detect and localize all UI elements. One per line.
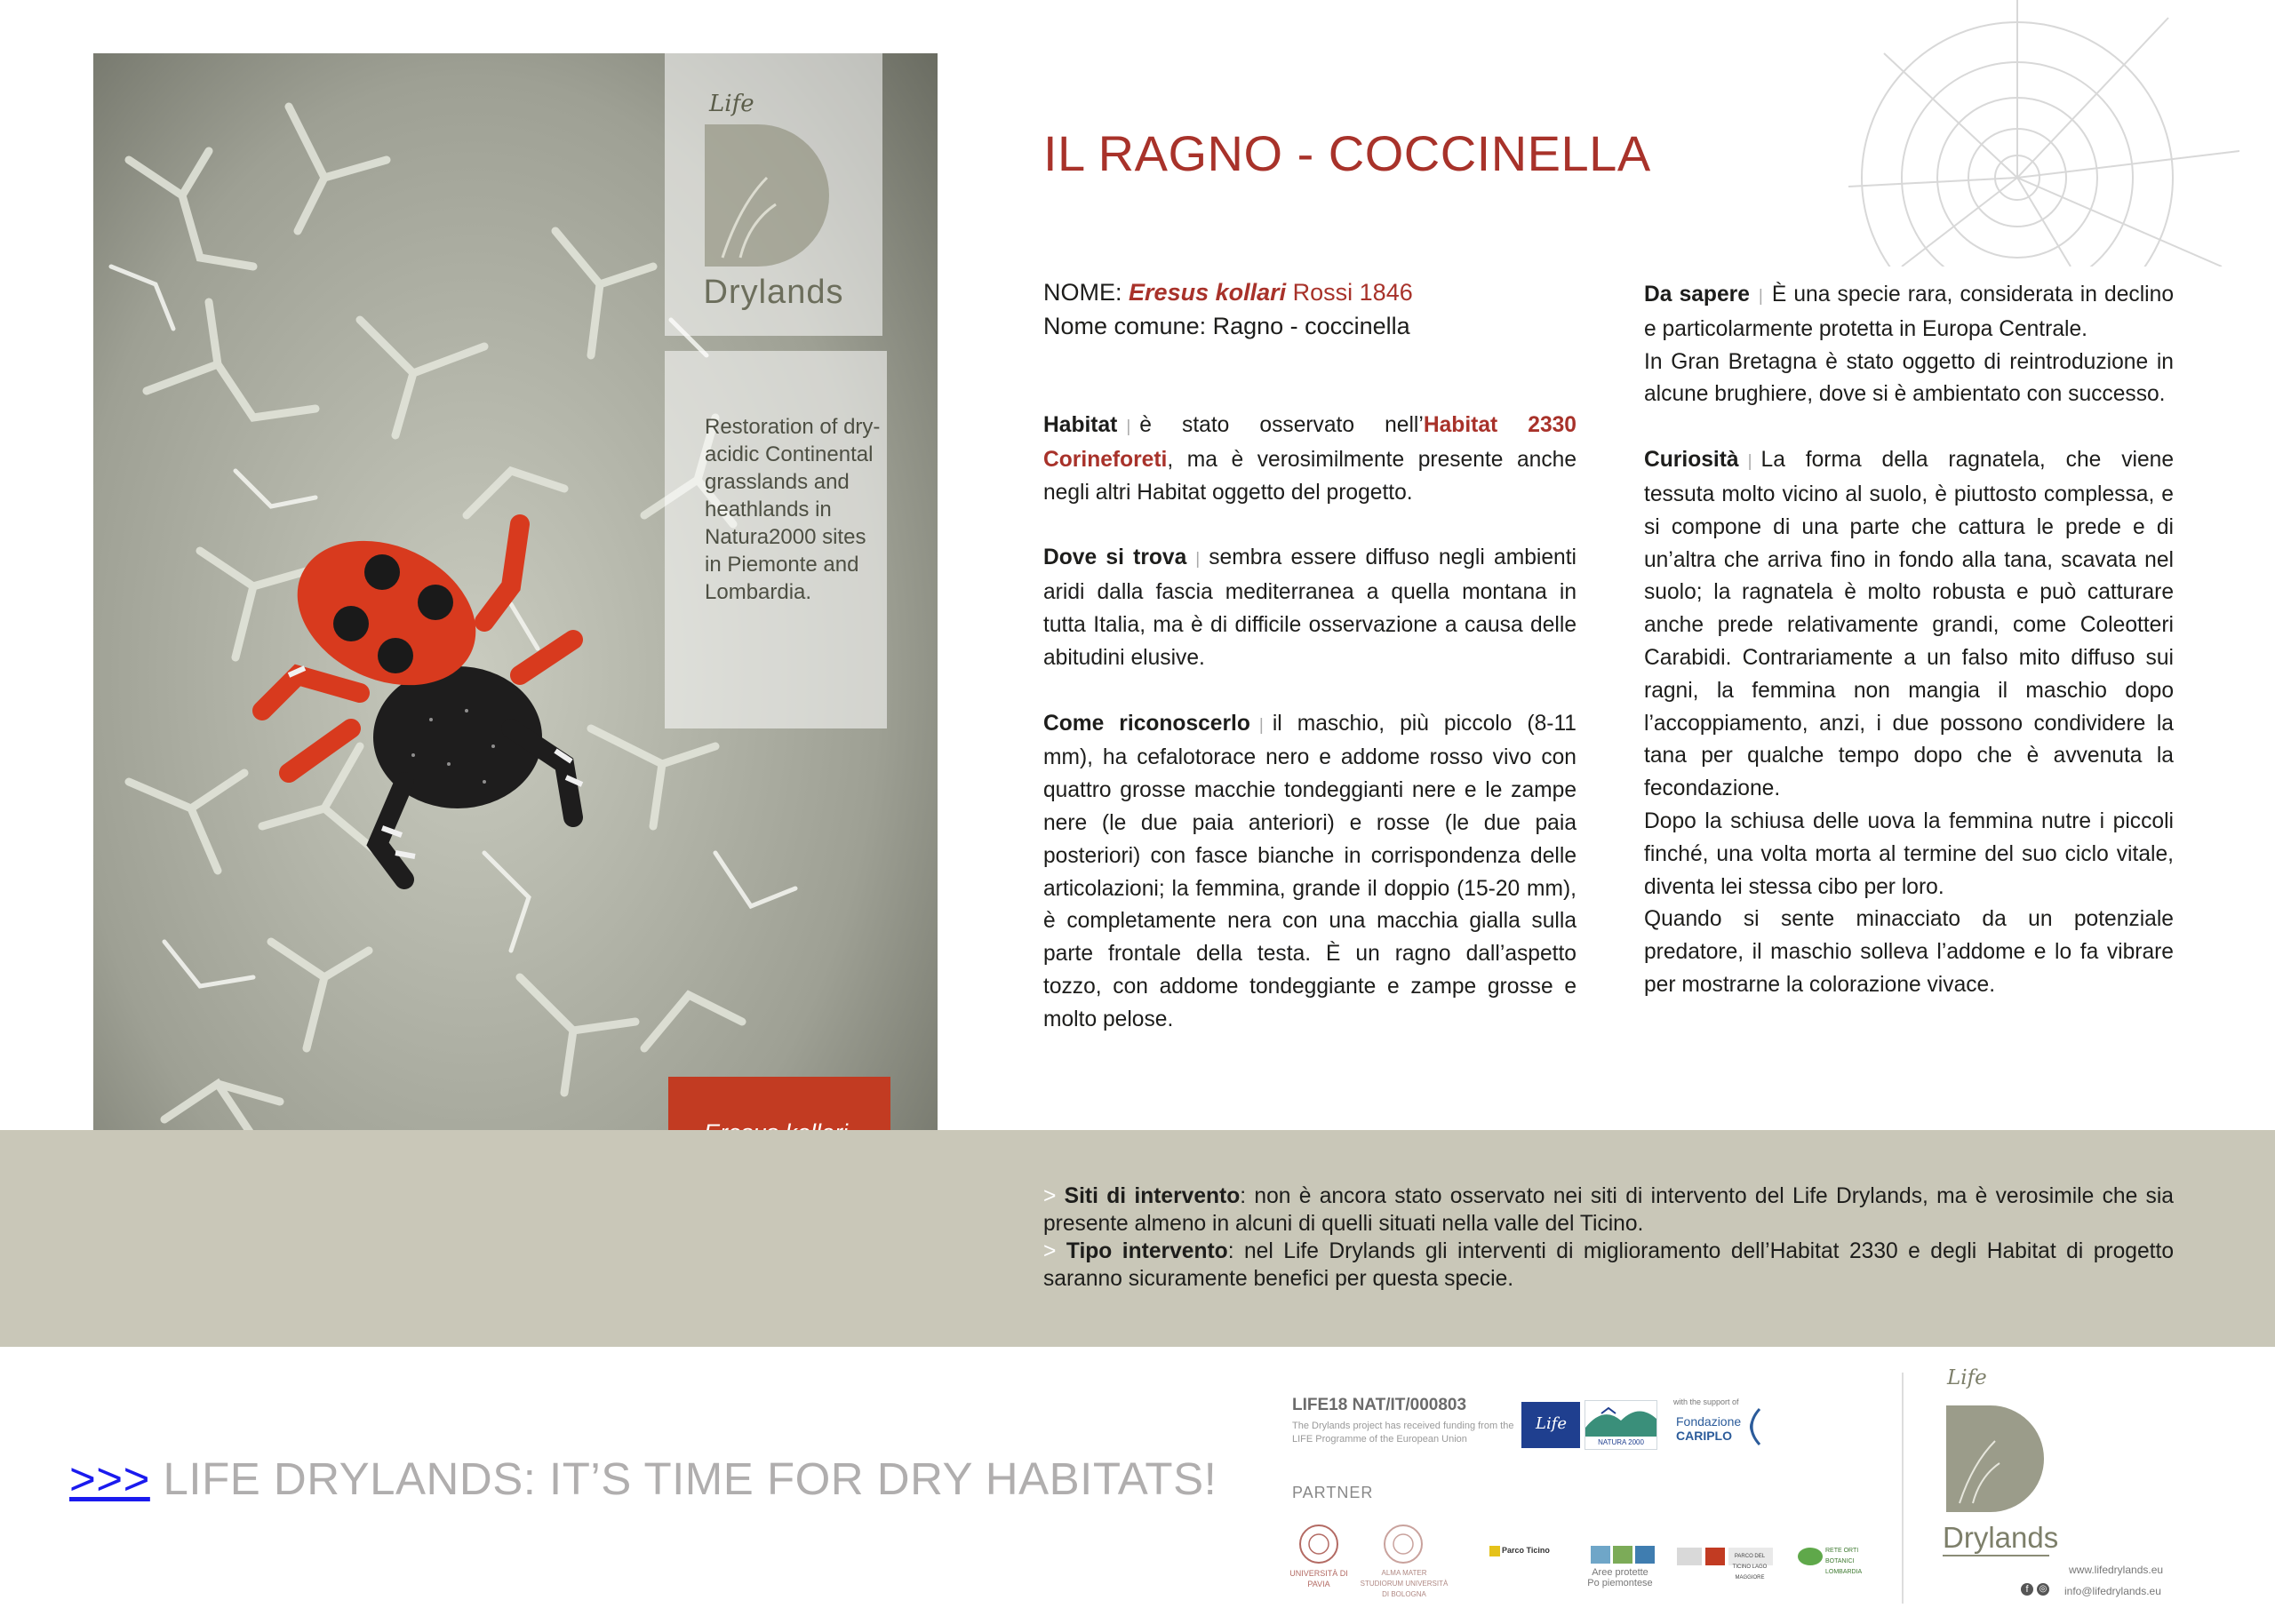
- curiosita-heading: Curiosità: [1644, 448, 1739, 473]
- parco-ticino-logo: [1489, 1546, 1550, 1562]
- footer-slogan: [69, 1453, 1217, 1505]
- drylands-logo-panel: [665, 53, 882, 336]
- footer-logo-underline: [1943, 1555, 2049, 1556]
- partner-unipv: UNIVERSITÀ DI PAVIA: [1289, 1569, 1348, 1588]
- project-description: Restoration of dry-acidic Continental grasslands and heathlands in Natura2000 sites in Piemonte and Lombardia.: [705, 415, 881, 604]
- curiosita-paragraph: Curiosità | La forma della ragnatela, che viene tessuta molto vicino al suolo, è piuttosto complessa, e si compone di una parte che cattura le prede e di un’altra che arriva fino in fondo alla tana, scavata nel suolo; la ragnatela è molto robusta e può catturare anche prede relativamente grandi, come Coleotteri Carabidi. Contrariamente a un falso mito diffuso sui ragni, la femmina non mangia il maschio dopo l’accoppiamento, anzi, i due possono condividere la tana per qualche tempo dopo che è avvenuta la fecondazione.: [1644, 448, 2174, 801]
- dove-heading: Dove si trova: [1043, 545, 1187, 570]
- cariplo-line1: Fondazione: [1676, 1414, 1742, 1429]
- spider-web-icon: [1848, 0, 2239, 267]
- slogan-text: LIFE DRYLANDS: IT’S TIME FOR DRY HABITATS!: [163, 1453, 1217, 1504]
- habitat-heading: Habitat: [1043, 413, 1118, 437]
- scientific-name-line: [1043, 275, 1577, 309]
- tipo-line: [1043, 1238, 2174, 1293]
- curiosita-text-2: Dopo la schiusa delle uova la femmina nutre i piccoli finché, una volta morta al termine del suo ciclo vitale, diventa lei stessa cibo per loro.: [1644, 808, 2174, 899]
- footer-logo-drylands-text: Drylands: [1943, 1521, 2059, 1554]
- eu-life-text: Life: [1536, 1414, 1568, 1433]
- partner-parco-ticino: Parco Ticino: [1502, 1546, 1550, 1555]
- dove-text: sembra essere diffuso negli ambienti aridi dalla fascia mediterranea a quella montana in tutta Italia, ma è di difficile osservazione a causa delle abitudini elusive.: [1043, 545, 1577, 670]
- tipo-arrow: >: [1043, 1239, 1057, 1263]
- species-author: Rossi 1846: [1292, 279, 1413, 306]
- website-link[interactable]: www.lifedrylands.eu: [2069, 1564, 2164, 1576]
- natura2000-icon: [1585, 1401, 1656, 1437]
- orti-botanici-icon: [1797, 1546, 1824, 1567]
- habitat-highlight: Habitat 2330 Corineforeti: [1043, 413, 1577, 472]
- funding-note: The Drylands project has received funding from the LIFE Programme of the European Union: [1292, 1421, 1514, 1445]
- come-heading: Come riconoscerlo: [1043, 711, 1250, 736]
- parco-ticino-mark: [1489, 1546, 1500, 1556]
- left-text-column: [1043, 275, 1577, 1037]
- tipo-text: : nel Life Drylands gli interventi di miglioramento dell’Habitat 2330 e degli Habitat di progetto saranno sicuramente benefici per questa specie.: [1043, 1239, 2174, 1291]
- footer-logo-life-text: Life: [1947, 1366, 1987, 1389]
- cariplo-line2: CARIPLO: [1676, 1429, 1732, 1443]
- tipo-heading: Tipo intervento: [1066, 1239, 1228, 1263]
- siti-heading: Siti di intervento: [1064, 1184, 1241, 1208]
- partner-orti-botanici: RETE ORTI BOTANICI LOMBARDIA: [1825, 1548, 1863, 1575]
- scientific-name: Eresus kollari: [1129, 279, 1287, 306]
- natura2000-logo: [1585, 1400, 1657, 1450]
- come-text: il maschio, più piccolo (8-11 mm), ha cefalotorace nero e addome rosso vivo con quattro grosse macchie tondeggianti nere e le zampe nere (le due paia anteriori) e rosse (le due paia posteriori) con fasce bianche in corrispondenza delle articolazioni; la femmina, grande il doppio (15-20 mm), è completamente nera con una macchia gialla sulla parte frontale della testa. È un ragno dall’aspetto tozzo, con addome tondeggiante e zampe grosse e molto pelose.: [1043, 711, 1577, 1031]
- interventions-text: [1043, 1182, 2174, 1293]
- habitat-text-2: , ma è verosimilmente presente anche negli altri Habitat oggetto del progetto.: [1043, 447, 1577, 505]
- sapere-text: È una specie rara, considerata in declino e particolarmente protetta in Europa Centrale.: [1644, 283, 2174, 341]
- logo-life-text: Life: [709, 91, 754, 117]
- email-link[interactable]: info@lifedrylands.eu: [2064, 1585, 2161, 1597]
- sapere-heading: Da sapere: [1644, 283, 1750, 306]
- cariplo-mark-icon: [1744, 1407, 1763, 1446]
- partner-unibo: ALMA MATER STUDIORUM UNIVERSITÀ DI BOLOGNA: [1360, 1569, 1449, 1598]
- siti-line: [1043, 1182, 2174, 1238]
- slogan-link[interactable]: >>>: [69, 1453, 150, 1504]
- footer-drylands-d-icon: [1946, 1405, 2053, 1512]
- nome-prefix: NOME:: [1043, 279, 1122, 306]
- logo-drylands-text: Drylands: [703, 274, 844, 311]
- instagram-icon[interactable]: ◎: [2037, 1583, 2049, 1596]
- footer-divider: [1902, 1373, 1904, 1604]
- eu-flag-logo: [1521, 1402, 1580, 1448]
- partner-label: PARTNER: [1292, 1484, 1374, 1501]
- siti-text: : non è ancora stato osservato nei siti di intervento del Life Drylands, ma è verosimile che sia presente almeno in alcuni di quelli situati nella valle del Ticino.: [1043, 1184, 2174, 1236]
- natura-label: NATURA 2000: [1598, 1438, 1644, 1446]
- come-paragraph: Come riconoscerlo | il maschio, più piccolo (8-11 mm), ha cefalotorace nero e addome rosso vivo con quattro grosse macchie tondeggianti nere e le zampe nere (le due paia anteriori) e rosse (le due paia posteriori) con fasce bianche in corrispondenza delle articolazioni; la femmina, grande il doppio (15-20 mm), è completamente nera con una macchia gialla sulla parte frontale della testa. È un ragno dall’aspetto tozzo, con addome tondeggiante e zampe grosse e molto pelose.: [1043, 711, 1577, 1031]
- sapere-text-2: In Gran Bretagna è stato oggetto di reintroduzione in alcune brughiere, dove si è ambientato con successo.: [1644, 349, 2174, 407]
- curiosita-text-3: Quando si sente minacciato da un potenziale predatore, il maschio solleva l’addome e lo fa vibrare per mostrarne la colorazione vivace.: [1644, 907, 2174, 997]
- dove-paragraph: Dove si trova | sembra essere diffuso negli ambienti aridi dalla fascia mediterranea a quella montana in tutta Italia, ma è di difficile osservazione a causa delle abitudini elusive.: [1043, 545, 1577, 670]
- right-text-column: [1644, 279, 2174, 1002]
- partner-po-piemontese: Aree protette Po piemontese: [1587, 1567, 1653, 1588]
- curiosita-text: La forma della ragnatela, che viene tessuta molto vicino al suolo, è piuttosto complessa, e si compone di una parte che cattura le prede e di un’altra che arriva fino in fondo alla tana, scavata nel suolo; la ragnatela è molto robusta e può catturare anche prede relativamente grandi, come Coleotteri Carabidi. Contrariamente a un falso mito diffuso sui ragni, la femmina non mangia il maschio dopo l’accoppiamento, anzi, i due possono condividere la tana per qualche tempo dopo che è avvenuta la fecondazione.: [1644, 448, 2174, 801]
- project-code: LIFE18 NAT/IT/000803: [1292, 1396, 1467, 1414]
- siti-arrow: >: [1043, 1184, 1057, 1208]
- po-piemontese-icon: [1591, 1546, 1655, 1564]
- drylands-d-icon: [705, 124, 847, 267]
- page-title: IL RAGNO - COCCINELLA: [1043, 125, 1651, 181]
- unibo-seal-icon: [1382, 1523, 1425, 1565]
- cariplo-logo: [1676, 1414, 1741, 1443]
- facebook-icon[interactable]: f: [2021, 1583, 2033, 1596]
- partner-parco-lago-maggiore: PARCO DEL TICINO LAGO MAGGIORE: [1732, 1554, 1768, 1580]
- habitat-paragraph: Habitat | è stato osservato nell’Habitat 2330 Corineforeti, ma è verosimilmente presente anche negli altri Habitat oggetto del progetto.: [1043, 413, 1577, 505]
- project-description-panel: [665, 351, 887, 728]
- common-name: Nome comune: Ragno - coccinella: [1043, 313, 1410, 339]
- support-note: with the support of: [1673, 1397, 1739, 1406]
- unipv-seal-icon: [1297, 1523, 1340, 1565]
- sapere-paragraph: Da sapere | È una specie rara, considerata in declino e particolarmente protetta in Europa Centrale.: [1644, 283, 2174, 341]
- habitat-text: è stato osservato nell’: [1139, 413, 1424, 437]
